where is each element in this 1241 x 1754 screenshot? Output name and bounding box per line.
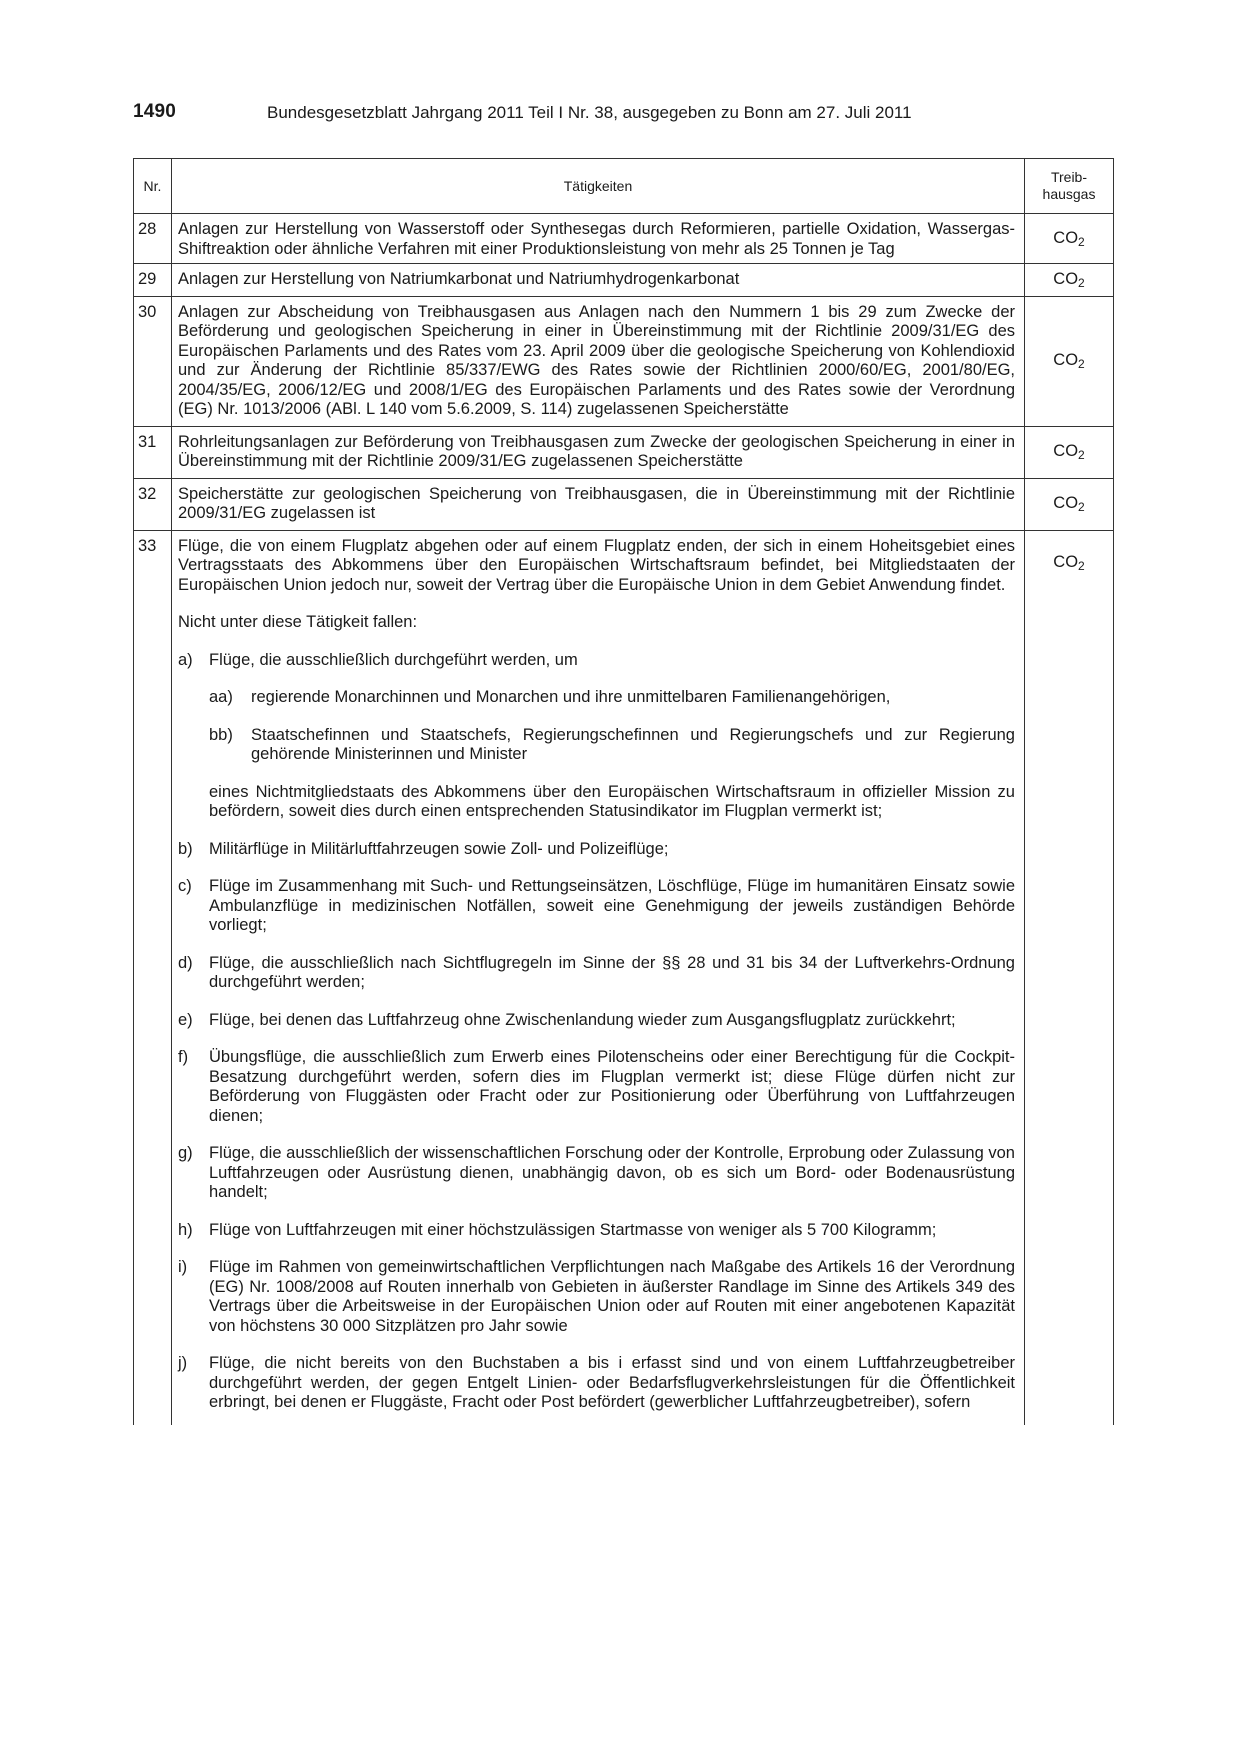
gas-label: CO — [1053, 270, 1079, 288]
table-row — [134, 426, 1114, 478]
row-gas: $CO_2$ — [1025, 296, 1114, 426]
item-text: Flüge von Luftfahrzeugen mit einer höchstzulässigen Startmasse von weniger als 5 700 Kilogramm; — [209, 1220, 937, 1239]
row-number: 33 — [134, 530, 172, 1425]
item-label: g) — [178, 1144, 193, 1162]
item-label: e) — [178, 1010, 193, 1029]
row-gas: $CO_2$ — [1025, 264, 1114, 297]
exclusion-item-h — [178, 1221, 1015, 1241]
row-gas: $CO_2$ — [1025, 478, 1114, 530]
row-gas: $CO_2$ — [1025, 426, 1114, 478]
table-row — [134, 264, 1114, 297]
item-text: Flüge, die ausschließlich der wissenschaftlichen Forschung oder der Kontrolle, Erprobung oder Zulassung von Luftfahrzeugen oder Ausrüstung dienen, unabhängig davon, ob es sich um Bord- oder Bodenausrüstung handelt; — [209, 1144, 1015, 1201]
item-text: Übungsflüge, die ausschließlich zum Erwerb eines Pilotenscheins oder einer Berechtigung für die Cockpit-Besatzung durchgeführt werden, sofern dies im Flugplan vermerkt ist; diese Flüge dürfen nicht zur Beförderung von Fluggästen oder Fracht oder zur Positionierung oder Überführung von Luftfahrzeugen dienen; — [209, 1048, 1015, 1125]
item-label: b) — [178, 839, 193, 858]
row-activity: Anlagen zur Herstellung von Natriumkarbonat und Natriumhydrogenkarbonat — [172, 264, 1025, 297]
gas-label: CO — [1053, 442, 1079, 461]
item-text: regierende Monarchinnen und Monarchen und ihre unmittelbaren Familienangehörigen, — [251, 688, 891, 706]
item-label: d) — [178, 953, 193, 972]
gas-label: CO — [1053, 351, 1079, 370]
item-label: c) — [178, 877, 192, 895]
item-text: Flüge, die nicht bereits von den Buchstaben a bis i erfasst sind und von einem Luftfahrzeugbetreiber durchgeführt werden, der gegen Entgelt Linien- oder Bedarfsflugverkehrsleistungen für die Öffentlichkeit erbringt, bei denen er Fluggäste, Fracht oder Post befördert (gewerblicher Luftfahrzeugbetreiber), sofern — [209, 1354, 1015, 1411]
gas-label: CO — [1053, 552, 1079, 571]
table-row — [134, 214, 1114, 264]
exclusion-item-a-continuation: eines Nichtmitgliedstaats des Abkommens über den Europäischen Wirtschaftsraum in offizieller Mission zu befördern, soweit dies durch einen entsprechenden Statusindikator im Flugplan vermerkt ist; — [209, 782, 1015, 820]
table-row — [134, 296, 1114, 426]
gas-header-line1: Treib- — [1050, 169, 1088, 185]
row-activity — [172, 530, 1025, 1425]
activities-table — [133, 158, 1114, 1425]
item-text: Flüge, die ausschließlich nach Sichtflugregeln im Sinne der §§ 28 und 31 bis 34 der Luftverkehrs-Ordnung durchgeführt werden; — [209, 953, 1015, 991]
exclusion-intro: Nicht unter diese Tätigkeit fallen: — [178, 613, 418, 631]
item-text: Flüge, bei denen das Luftfahrzeug ohne Zwischenlandung wieder zum Ausgangsflugplatz zurückkehrt; — [209, 1010, 956, 1029]
table-row — [134, 478, 1114, 530]
exclusion-item-b — [178, 840, 1015, 860]
row-activity: Anlagen zur Herstellung von Wasserstoff oder Synthesegas durch Reformieren, partielle Oxidation, Wassergas-Shiftreaktion oder ähnliche Verfahren mit einer Produktionsleistung von mehr als 25 Tonnen je Tag — [172, 214, 1025, 264]
item-label: i) — [178, 1258, 188, 1276]
exclusion-item-e — [178, 1011, 1015, 1031]
exclusion-item-a — [178, 651, 1015, 671]
row-number: 29 — [134, 264, 172, 297]
item-text: Staatschefinnen und Staatschefs, Regierungschefinnen und Regierungschefs und zur Regierung gehörende Ministerinnen und Minister — [251, 725, 1015, 763]
exclusion-item-c — [178, 877, 1015, 936]
page-number: 1490 — [133, 101, 177, 122]
activity-text: Flüge, die von einem Flugplatz abgehen oder auf einem Flugplatz enden, der sich in einem Hoheitsgebiet eines Vertragsstaats des Abkommens über den Europäischen Wirtschaftsraum befindet, bei Mitgliedstaaten der Europäischen Union jedoch nur, soweit der Vertrag über die Europäische Union in dem Gebiet Anwendung findet. — [178, 536, 1015, 594]
row-activity: Speicherstätte zur geologischen Speicherung von Treibhausgasen, die in Übereinstimmung mit der Richtlinie 2009/31/EG zugelassen ist — [172, 478, 1025, 530]
exclusion-item-j — [178, 1354, 1015, 1413]
row-number: 30 — [134, 296, 172, 426]
gas-label: CO — [1053, 494, 1079, 513]
item-label: h) — [178, 1220, 193, 1239]
exclusion-subitem-aa — [209, 688, 1015, 708]
gas-header-line2: hausgas — [1042, 186, 1096, 202]
running-head: Bundesgesetzblatt Jahrgang 2011 Teil I Nr. 38, ausgegeben zu Bonn am 27. Juli 2011 — [267, 103, 912, 122]
row-gas: $CO_2$ — [1025, 214, 1114, 264]
row-activity: Anlagen zur Abscheidung von Treibhausgasen aus Anlagen nach den Nummern 1 bis 29 zum Zwecke der Beförderung und geologischen Speicherung in einer in Übereinstimmung mit der Richtlinie 2009/31/EG des Europäischen Parlaments und des Rates vom 23. April 2009 über die geologische Speicherung von Kohlendioxid und zur Änderung der Richtlinie 85/337/EWG des Rates sowie der Richtlinien 2000/60/EG, 2001/80/EG, 2004/35/EG, 2006/12/EG und 2008/1/EG des Europäischen Parlaments und des Rates sowie der Verordnung (EG) Nr. 1013/2006 (ABl. L 140 vom 5.6.2009, S. 114) zugelassenen Speicherstätte — [172, 296, 1025, 426]
table-header-row — [134, 159, 1114, 214]
item-label: aa) — [209, 688, 233, 706]
item-text: Flüge im Rahmen von gemeinwirtschaftlichen Verpflichtungen nach Maßgabe des Artikels 16 der Verordnung (EG) Nr. 1008/2008 auf Routen innerhalb von Gebieten in äußerster Randlage im Sinne des Artikels 349 des Vertrags über die Arbeitsweise in der Europäischen Union oder auf Routen mit einer angebotenen Kapazität von höchstens 30 000 Sitzplätzen pro Jahr sowie — [209, 1258, 1015, 1335]
item-text: Flüge im Zusammenhang mit Such- und Rettungseinsätzen, Löschflüge, Flüge im humanitären Einsatz sowie Ambulanzflüge in medizinischen Notfällen, soweit eine Genehmigung der jeweils zuständigen Behörde vorliegt; — [209, 877, 1015, 934]
item-label: j) — [178, 1354, 188, 1372]
item-text: Militärflüge in Militärluftfahrzeugen sowie Zoll- und Polizeiflüge; — [209, 839, 669, 858]
table-row — [134, 530, 1114, 1425]
item-label: bb) — [209, 725, 233, 744]
item-text: Flüge, die ausschließlich durchgeführt werden, um — [209, 650, 578, 669]
exclusion-item-g — [178, 1144, 1015, 1203]
exclusion-item-i — [178, 1258, 1015, 1336]
column-header-greenhouse-gas — [1025, 159, 1114, 214]
row-activity: Rohrleitungsanlagen zur Beförderung von Treibhausgasen zum Zwecke der geologischen Speicherung in einer in Übereinstimmung mit der Richtlinie 2009/31/EG zugelassenen Speicherstätte — [172, 426, 1025, 478]
exclusion-item-d — [178, 954, 1015, 993]
column-header-nr: Nr. — [134, 159, 172, 214]
row-number: 28 — [134, 214, 172, 264]
row-number: 31 — [134, 426, 172, 478]
item-label: f) — [178, 1048, 189, 1066]
row-number: 32 — [134, 478, 172, 530]
row-gas: $CO_2$ — [1025, 530, 1114, 1425]
gas-label: CO — [1053, 228, 1079, 247]
item-label: a) — [178, 650, 193, 669]
column-header-activities: Tätigkeiten — [172, 159, 1025, 214]
exclusion-subitem-bb — [209, 726, 1015, 765]
exclusion-item-f — [178, 1048, 1015, 1126]
